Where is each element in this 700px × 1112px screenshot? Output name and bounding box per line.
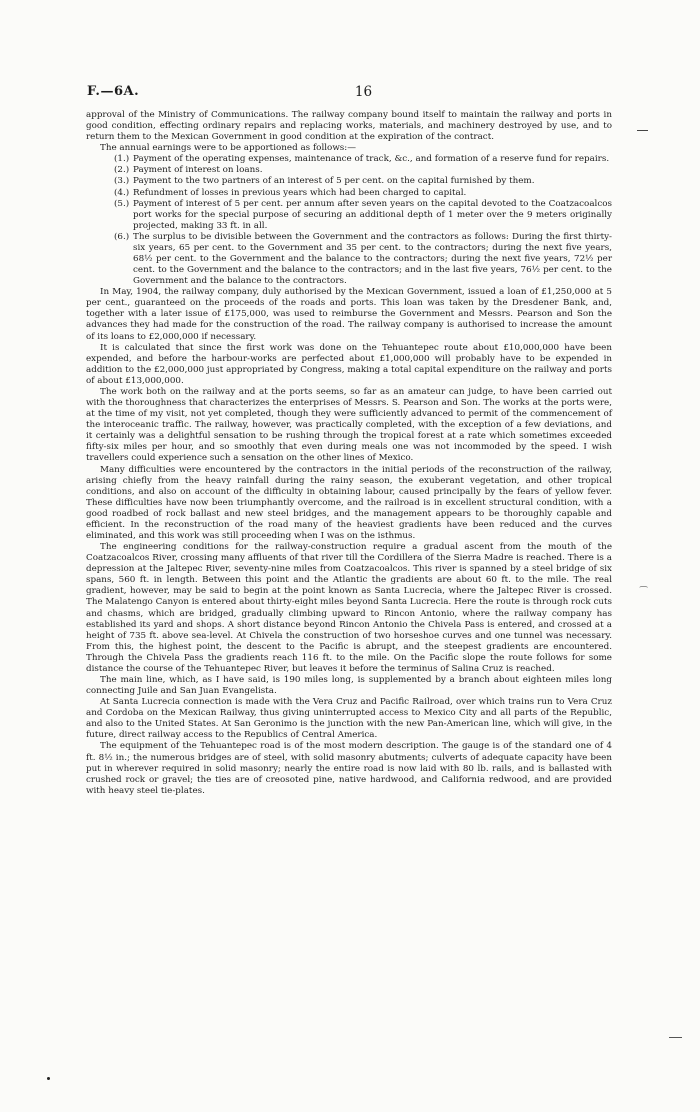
document-reference: F.—6A. — [87, 84, 140, 99]
page-body — [86, 110, 612, 797]
paragraph-equipment: The equipment of the Tehuantepec road is of the most modern description. The gauge is of the standard one of 4 ft. 8½ in.; the numerous bridges are of steel, with solid masonry abutments; culverts of adequate capacity have been put in wherever required in solid masonry; nearly the entire road is now laid with 80 lb. rails, and is ballasted with crushed rock or gravel; the ties are of creosoted pine, native hardwood, and California redwood, and are provided with heavy steel tie-plates. — [86, 741, 612, 796]
list-item — [86, 176, 612, 187]
list-item-number: (2.) — [114, 165, 130, 176]
list-item-text: Payment to the two partners of an interest of 5 per cent. on the capital furnished by them. — [133, 176, 535, 187]
list-item — [86, 165, 612, 176]
margin-dot-mark — [47, 1077, 50, 1080]
list-item-text: Payment of interest of 5 per cent. per annum after seven years on the capital devoted to the Coatzacoalcos port works for the special purpose of securing an additional depth of 1 meter over the 9 meters originally projected, making 33 ft. in all. — [133, 198, 612, 231]
list-item-number: (1.) — [114, 154, 130, 165]
paragraph-earnings-intro: The annual earnings were to be apportioned as follows:— — [100, 143, 356, 154]
page-number: 16 — [354, 84, 373, 100]
list-item-text: Payment of the operating expenses, maintenance of track, &c., and formation of a reserve fund for repairs. — [133, 154, 610, 165]
margin-dash-mark — [637, 130, 648, 131]
paragraph-engineering: The engineering conditions for the railway-construction require a gradual ascent from the mouth of the Coatzacoalcos River, crossing many affluents of that river till the Cordillera of the Sierra Madre is reached. There is a depression at the Jaltepec River, seventy-nine miles from Coatzacoalcos. This river is spanned by a steel bridge of six spans, 560 ft. in length. Between this point and the Atlantic the gradients are about 60 ft. to the mile. The real gradient, however, may be said to begin at the point known as Santa Lucrecia, where the Jaltepec River is crossed. The Malatengo Canyon is entered about thirty-eight miles beyond Santa Lucrecia. Here the route is through rock cuts and chasms, which are bridged, gradually climbing upward to Rincon Antonio, where the railway company has established its yard and shops. A short distance beyond Rincon Antonio the Chivela Pass is entered, and crossed at a height of 735 ft. above sea-level. At Chivela the construction of two horseshoe curves and one tunnel was necessary. From this, the highest point, the descent to the Pacific is abrupt, and the steepest gradients are encountered. Through the Chivela Pass the gradients reach 116 ft. to the mile. On the Pacific slope the route follows for some distance the course of the Tehuantepec River, but leaves it before the terminus of Salina Cruz is reached. — [86, 542, 613, 674]
list-item-text: The surplus to be divisible between the Government and the contractors as follows: During the first thirty-six years, 65 per cent. to the Government and 35 per cent. to the contractors; during the next five years, 68½ per cent. to the Government and the balance to the contractors; during the next five years, 72½ per cent. to the Government and the balance to the contractors; and in the last five years, 76½ per cent. to the Government and the balance to the contractors. — [133, 231, 612, 287]
page-header — [87, 84, 640, 104]
list-item — [86, 199, 612, 232]
paragraph-difficulties: Many difficulties were encountered by the contractors in the initial periods of the reconstruction of the railway, arising chiefly from the heavy rainfall during the rainy season, the exuberant vegetation, and other tropical conditions, and also on account of the difficulty in obtaining labour, caused principally by the fears of yellow fever. These difficulties have now been triumphantly overcome, and the railroad is in excellent structural condition, with a good roadbed of rock ballast and new steel bridges, and the management appears to be thoroughly capable and efficient. In the reconstruction of the road many of the heaviest gradients have been reduced and the curves eliminated, and this work was still proceeding when I was on the isthmus. — [86, 464, 612, 541]
list-item — [86, 154, 612, 165]
list-item-number: (6.) — [114, 231, 130, 242]
paragraph-works: The work both on the railway and at the ports seems, so far as an amateur can judge, to have been carried out with the thoroughness that characterizes the enterprises of Messrs. S. Pearson and Son. The works at the ports were, at the time of my visit, not yet completed, though they were sufficiently advanced to permit of the commencement of the interoceanic traffic. The railway, however, was practically completed, with the exception of a few deviations, and it certainly was a delightful sensation to be rushing through the tropical forest at a rate which sometimes exceeded fifty-six miles per hour, and so smoothly that even during meals one was not incommoded by the speed. I wish travellers could experience such a sensation on the other lines of Mexico. — [86, 386, 612, 464]
paragraph-connections: At Santa Lucrecia connection is made with the Vera Cruz and Pacific Railroad, over which trains run to Vera Cruz and Cordoba on the Mexican Railway, thus giving uninterrupted access to Mexico City and all parts of the Republic, and also to the United States. At San Geronimo is the junction with the new Pan-American line, which will give, in the future, direct railway access to the Republics of Central America. — [86, 697, 612, 741]
list-item-number: (4.) — [114, 187, 130, 198]
margin-dash-mark — [669, 1037, 682, 1038]
paragraph-main-line: The main line, which, as I have said, is 190 miles long, is supplemented by a branch about eighteen miles long connecting Juile and San Juan Evangelista. — [86, 674, 612, 697]
list-item — [86, 232, 612, 287]
list-item-text: Refundment of losses in previous years which had been charged to capital. — [133, 187, 467, 198]
earnings-list — [86, 154, 612, 287]
paragraph-contract-conditions: approval of the Ministry of Communications. The railway company bound itself to maintain the railway and ports in good condition, effecting ordinary repairs and replacing works, materials, and machinery destroyed by use, and to return them to the Mexican Government in good condition at the expiration of the contract. — [86, 110, 612, 143]
list-item-number: (3.) — [114, 176, 130, 187]
list-item-number: (5.) — [114, 198, 130, 209]
margin-pencil-mark: ⁀ — [640, 587, 648, 597]
list-item-text: Payment of interest on loans. — [133, 165, 263, 176]
paragraph-expenditure: It is calculated that since the first work was done on the Tehuantepec route about £10,000,000 have been expended, and before the harbour-works are perfected about £1,000,000 will probably have to be expended in addition to the £2,000,000 just appropriated by Congress, making a total capital expenditure on the railway and ports of about £13,000,000. — [86, 342, 612, 386]
list-item — [86, 188, 612, 199]
paragraph-loan: In May, 1904, the railway company, duly authorised by the Mexican Government, issued a loan of £1,250,000 at 5 per cent., guaranteed on the proceeds of the roads and ports. This loan was taken by the Dresdener Bank, and, together with a later issue of £175,000, was used to reimburse the Government and Messrs. Pearson and Son the advances they had made for the construction of the road. The railway company is authorised to increase the amount of its loans to £2,000,000 if necessary. — [86, 287, 612, 342]
